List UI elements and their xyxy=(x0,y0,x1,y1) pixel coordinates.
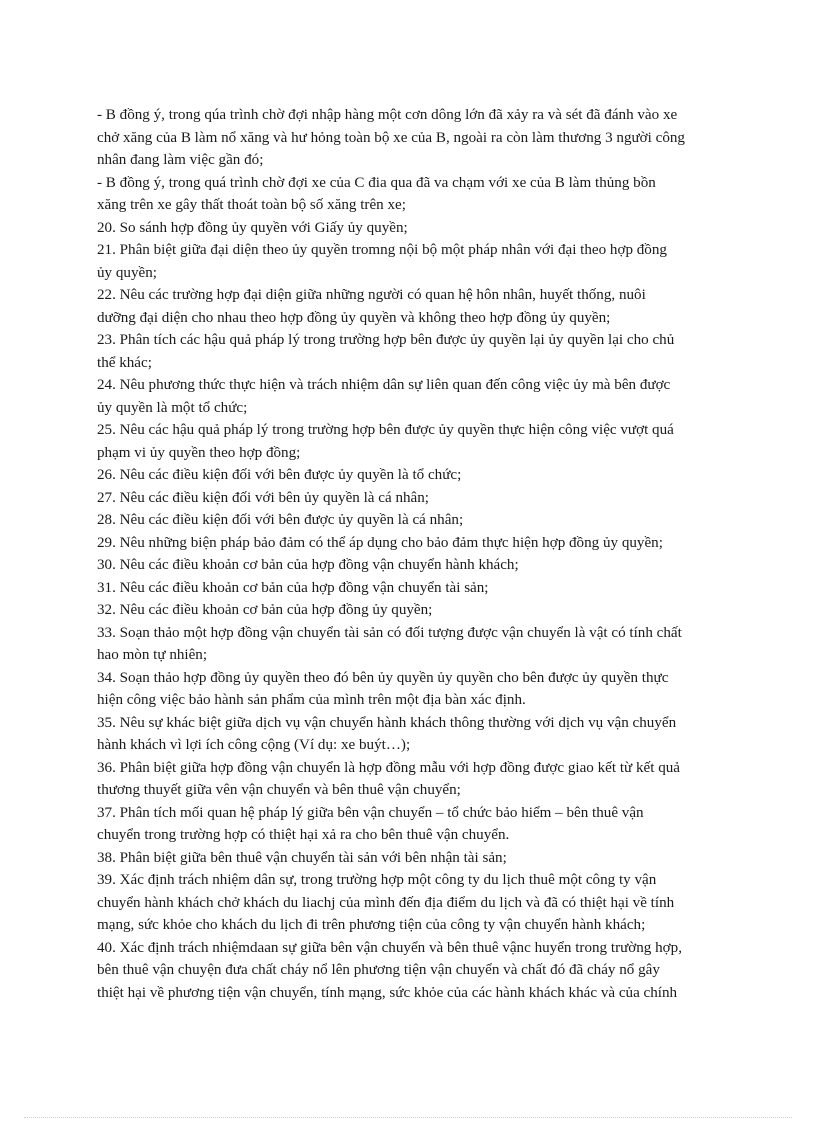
text-line: ủy quyền; xyxy=(97,264,157,281)
text-line: bên thuê vận chuyện đưa chất cháy nổ lên phương tiện vận chuyển và chất đó đã cháy nổ gây xyxy=(97,962,660,978)
text-line: 26. Nêu các điều kiện đối với bên được ủy quyền là tổ chức; xyxy=(97,467,462,483)
text-line: phạm vi ủy quyền theo hợp đồng; xyxy=(97,444,301,461)
text-line: chở xăng của B làm nổ xăng và hư hỏng toàn bộ xe của B, ngoài ra còn làm thương 3 người công xyxy=(97,129,685,146)
text-line: 40. Xác định trách nhiệmdaan sự giữa bên vận chuyển và bên thuê vậnc huyển trong trường hợp, xyxy=(97,939,682,956)
text-line: 25. Nêu các hậu quả pháp lý trong trường hợp bên được ủy quyền thực hiện công việc vượt quá xyxy=(97,422,674,438)
text-line: 24. Nêu phương thức thực hiện và trách nhiệm dân sự liên quan đến công việc ủy mà bên được xyxy=(97,377,671,393)
text-line: 23. Phân tích các hậu quả pháp lý trong trường hợp bên được ủy quyền lại ủy quyền lại cho chủ xyxy=(97,332,675,348)
text-line: chuyển trong trường hợp có thiệt hại xả ra cho bên thuê vận chuyển. xyxy=(97,827,510,843)
text-line: 28. Nêu các điều kiện đối với bên được ủy quyền là cá nhân; xyxy=(97,512,464,528)
text-line: thể khác; xyxy=(97,354,152,371)
text-line: mạng, sức khỏe cho khách du lịch đi trên phương tiện của công ty vận chuyển hành khách; xyxy=(97,917,646,933)
text-line: 39. Xác định trách nhiệm dân sự, trong trường hợp một công ty du lịch thuê một công ty vận xyxy=(97,872,657,888)
text-line: hiện công việc bảo hành sản phẩm của mình trên một địa bàn xác định. xyxy=(97,692,526,708)
text-line: - B đồng ý, trong qúa trình chờ đợi nhập hàng một cơn dông lớn đã xảy ra và sét đã đánh vào xe xyxy=(97,107,678,123)
text-line: 34. Soạn thảo hợp đồng ủy quyền theo đó bên ủy quyền ủy quyền cho bên được ủy quyền thực xyxy=(97,669,669,686)
text-line: hao mòn tự nhiên; xyxy=(97,647,208,663)
text-line: 27. Nêu các điều kiện đối với bên ủy quyền là cá nhân; xyxy=(97,489,429,506)
text-line: dưỡng đại diện cho nhau theo hợp đồng ủy quyền và không theo hợp đồng ủy quyền; xyxy=(97,309,611,326)
text-line: 32. Nêu các điều khoản cơ bản của hợp đồng ủy quyền; xyxy=(97,602,433,618)
text-line: 33. Soạn thảo một hợp đồng vận chuyển tài sản có đối tượng được vận chuyển là vật có tính chất xyxy=(97,624,682,641)
text-line: 36. Phân biệt giữa hợp đồng vận chuyển là hợp đồng mẫu với hợp đồng được giao kết từ kết quả xyxy=(97,759,680,776)
text-line: thương thuyết giữa vên vận chuyển và bên thuê vận chuyển; xyxy=(97,782,461,798)
text-line: 38. Phân biệt giữa bên thuê vận chuyển tài sản với bên nhận tài sản; xyxy=(97,849,507,866)
text-line: hành khách vì lợi ích công cộng (Ví dụ: xe buýt…); xyxy=(97,737,411,753)
text-line: 21. Phân biệt giữa đại diện theo ủy quyền tromng nội bộ một pháp nhân với đại theo hợp đồng xyxy=(97,242,667,258)
document-body xyxy=(97,104,722,1004)
text-line: 30. Nêu các điều khoản cơ bản của hợp đồng vận chuyển hành khách; xyxy=(97,557,519,573)
text-line: 22. Nêu các trường hợp đại diện giữa những người có quan hệ hôn nhân, huyết thống, nuôi xyxy=(97,287,646,303)
page-bottom-rule xyxy=(24,1117,792,1118)
text-line: 35. Nêu sự khác biệt giữa dịch vụ vận chuyển hành khách thông thường với dịch vụ vận chuyển xyxy=(97,714,677,731)
text-line: 37. Phân tích mối quan hệ pháp lý giữa bên vận chuyển – tổ chức bảo hiểm – bên thuê vận xyxy=(97,804,644,821)
text-line: nhân đang làm việc gần đó; xyxy=(97,152,264,168)
text-line: chuyển hành khách chở khách du liachj của mình đến địa điểm du lịch và đã có thiệt hại về tính xyxy=(97,894,675,911)
text-line: xăng trên xe gây thất thoát toàn bộ số xăng trên xe; xyxy=(97,197,406,213)
text-line: - B đồng ý, trong quá trình chờ đợi xe của C đia qua đã va chạm với xe của B làm thủng bồn xyxy=(97,174,656,191)
text-line: ủy quyền là một tổ chức; xyxy=(97,399,248,416)
text-line: 29. Nêu những biện pháp bảo đảm có thể áp dụng cho bảo đảm thực hiện hợp đồng ủy quyền; xyxy=(97,534,663,551)
text-line: thiệt hại về phương tiện vận chuyển, tính mạng, sức khỏe của các hành khách khác và của chính xyxy=(97,984,678,1001)
text-line: 31. Nêu các điều khoản cơ bản của hợp đồng vận chuyển tài sản; xyxy=(97,579,489,596)
text-line: 20. So sánh hợp đồng ủy quyền với Giấy ủy quyền; xyxy=(97,219,408,236)
